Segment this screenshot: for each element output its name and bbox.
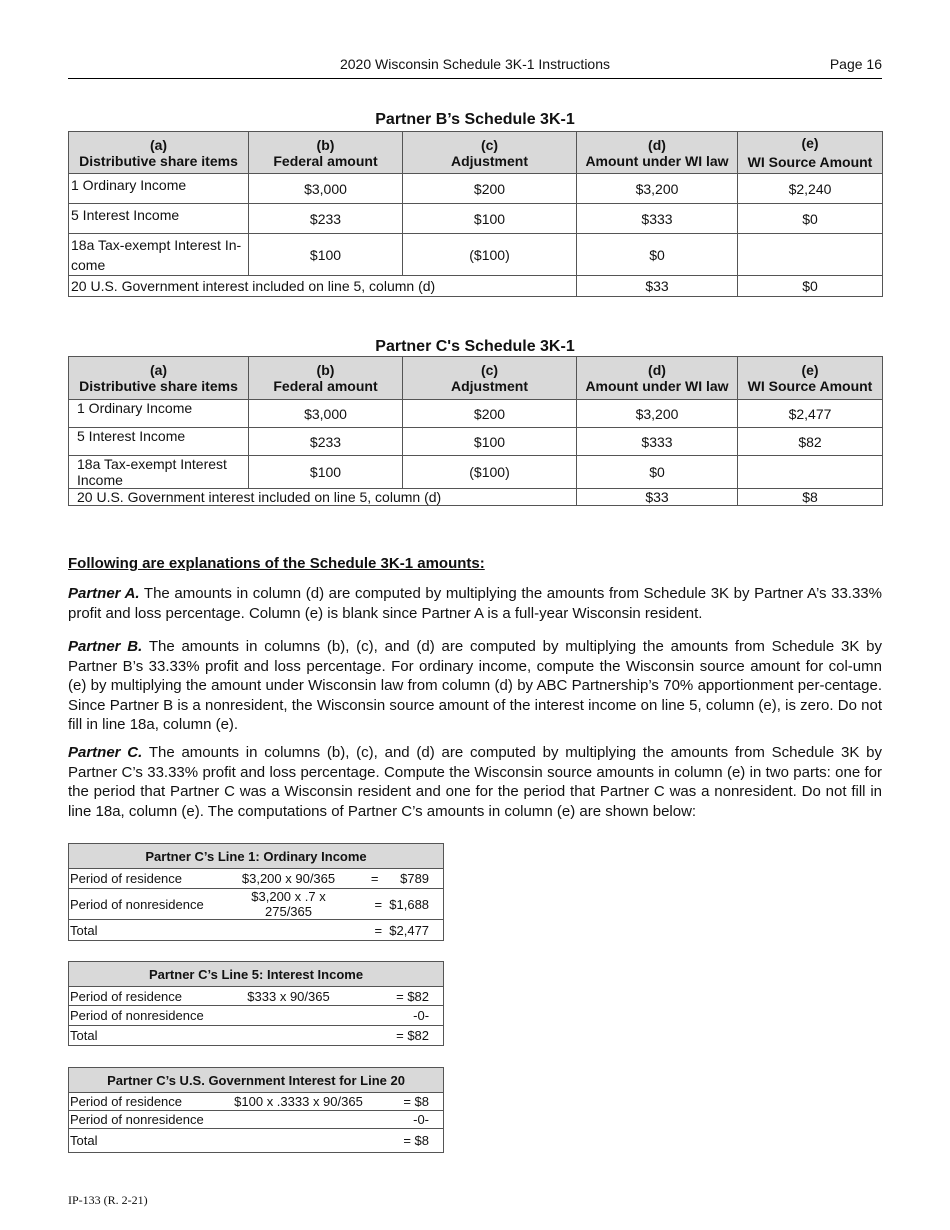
- column-header: (d) Amount under WI law: [577, 132, 738, 174]
- government-interest-calc-table: [68, 1067, 444, 1153]
- table-row: Period of residence $333 x 90/365 = $82: [69, 987, 444, 1006]
- calc-table-title: Partner C’s Line 1: Ordinary Income: [69, 844, 444, 869]
- column-header: (a) Distributive share items: [69, 132, 249, 174]
- column-header: (b) Federal amount: [249, 132, 403, 174]
- ordinary-income-calc-table: [68, 843, 444, 941]
- table-row: Period of residence $100 x .3333 x 90/365 = $8: [69, 1093, 444, 1111]
- table-row: Period of residence $3,200 x 90/365 = $789: [69, 869, 444, 889]
- explanations-heading: Following are explanations of the Schedule 3K-1 amounts:: [68, 555, 485, 572]
- table-row: Period of nonresidence $3,200 x .7 x 275/365 = $1,688: [69, 889, 444, 920]
- column-header: (b) Federal amount: [249, 357, 403, 400]
- form-number-footer: IP-133 (R. 2-21): [68, 1193, 148, 1207]
- table-row: Period of nonresidence -0-: [69, 1111, 444, 1129]
- table-row: 18a Tax-exempt Interest Income $100 ($100) $0: [69, 456, 883, 489]
- column-header: (a) Distributive share items: [69, 357, 249, 400]
- page-number: Page 16: [829, 56, 882, 72]
- partner-b-schedule-table: [68, 131, 883, 297]
- column-header: (d) Amount under WI law: [577, 357, 738, 400]
- partner-a-explanation: Partner A. The amounts in column (d) are computed by multiplying the amounts from Schedule 3K by Partner A’s 33.33% profit and loss percentage. Column (e) is blank since Partner A is a full-year Wisconsin resident.: [68, 585, 882, 622]
- partner-c-table-title: Partner C's Schedule 3K-1: [375, 338, 575, 355]
- table-row: 5 Interest Income $233 $100 $333 $0: [69, 204, 883, 234]
- partner-c-explanation: Partner C. The amounts in columns (b), (c), and (d) are computed by multiplying the amounts from Schedule 3K by Partner C’s 33.33% profit and loss percentage. Compute the Wisconsin source amounts in column (e) in two parts: one for the period that Partner C was a Wisconsin resident and one for the period that Partner C was a nonresident. Do not fill in line 18a, column (e). The computations of Partner C’s amounts in column (e) are shown below:: [68, 744, 882, 820]
- column-header: (e) WI Source Amount: [738, 132, 883, 174]
- table-row: 5 Interest Income $233 $100 $333 $82: [69, 428, 883, 456]
- calc-table-title: Partner C’s U.S. Government Interest for Line 20: [69, 1068, 444, 1093]
- calc-table-title: Partner C’s Line 5: Interest Income: [69, 962, 444, 987]
- column-header: (e) WI Source Amount: [738, 357, 883, 400]
- table-row: Period of nonresidence -0-: [69, 1006, 444, 1026]
- partner-c-schedule-table: [68, 356, 883, 506]
- table-row: 20 U.S. Government interest included on line 5, column (d) $33 $8: [69, 489, 883, 506]
- table-row: 20 U.S. Government interest included on line 5, column (d) $33 $0: [69, 276, 883, 297]
- table-row: 1 Ordinary Income $3,000 $200 $3,200 $2,477: [69, 400, 883, 428]
- interest-income-calc-table: [68, 961, 444, 1046]
- partner-b-table-title: Partner B’s Schedule 3K-1: [375, 111, 575, 128]
- table-row: Total = $2,477: [69, 920, 444, 941]
- column-header: (c) Adjustment: [403, 357, 577, 400]
- partner-b-explanation: Partner B. The amounts in columns (b), (c), and (d) are computed by multiplying the amounts from Schedule 3K by Partner B’s 33.33% profit and loss percentage. For ordinary income, compute the Wisconsin source amount for col-umn (e) by multiplying the amount under Wisconsin law from column (d) by ABC Partnership’s 70% apportionment per-centage. Since Partner B is a nonresident, the Wisconsin source amount of the interest income on line 5, column (e), is zero. Do not fill in line 18a, column (e).: [68, 638, 882, 733]
- page-header: [68, 54, 882, 79]
- table-row: 1 Ordinary Income $3,000 $200 $3,200 $2,240: [69, 174, 883, 204]
- column-header: (c) Adjustment: [403, 132, 577, 174]
- table-row: 18a Tax-exempt Interest In-come $100 ($100) $0: [69, 234, 883, 276]
- document-title: 2020 Wisconsin Schedule 3K-1 Instructions: [339, 56, 611, 72]
- table-row: Total = $82: [69, 1026, 444, 1046]
- table-row: Total = $8: [69, 1129, 444, 1153]
